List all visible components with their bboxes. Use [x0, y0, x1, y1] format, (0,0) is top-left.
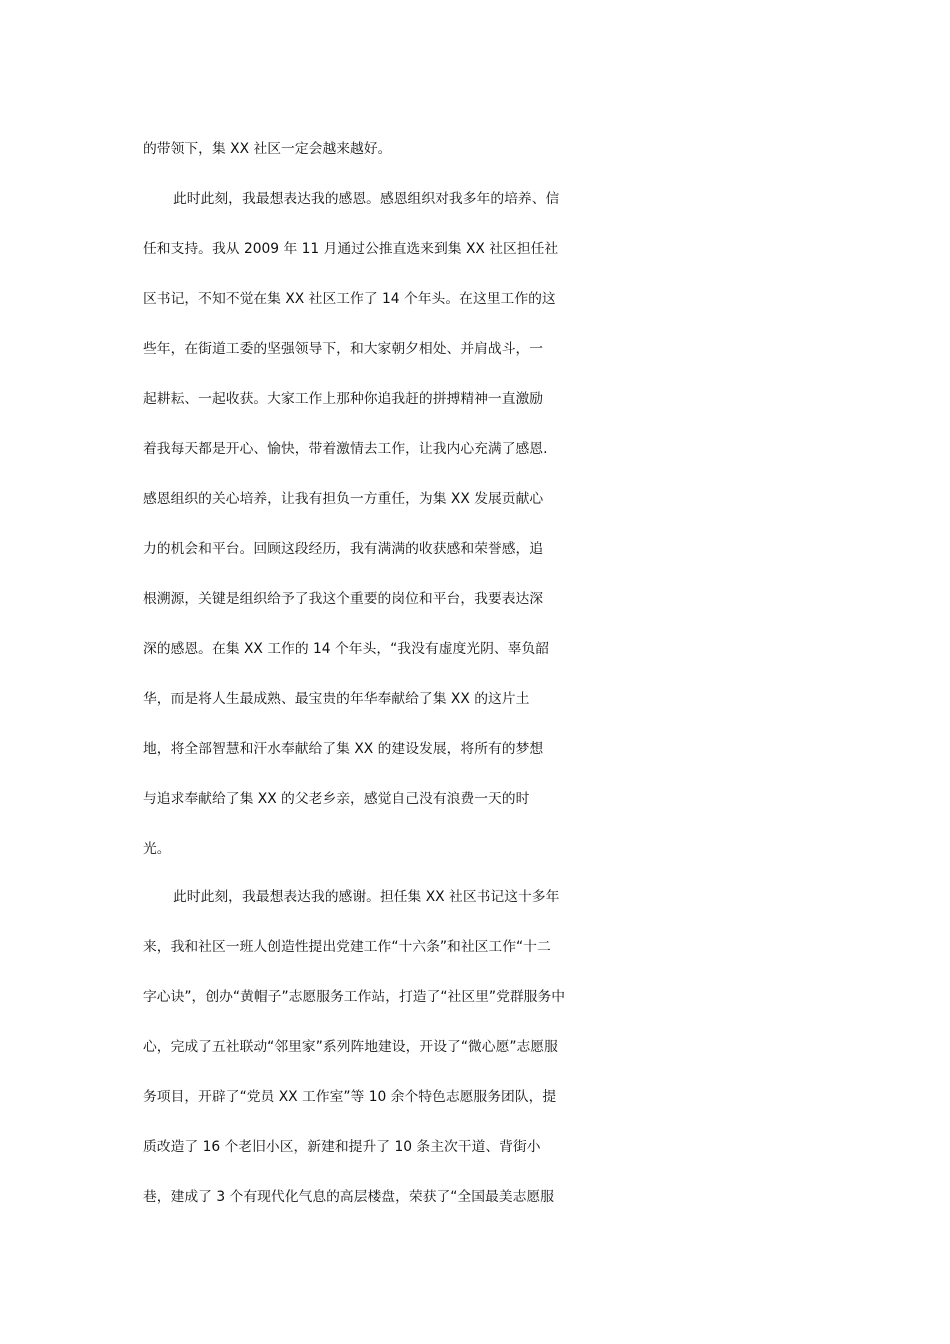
text-line: 字心诀”，创办“黄帽子”志愿服务工作站，打造了“社区里”党群服务中 — [143, 989, 566, 1005]
text-line: 深的感恩。在集 XX 工作的 14 个年头，“我没有虚度光阴、辜负韶 — [143, 641, 550, 657]
text-line: 着我每天都是开心、愉快，带着激情去工作，让我内心充满了感恩. — [143, 441, 548, 457]
text-line: 华，而是将人生最成熟、最宝贵的年华奉献给了集 XX 的这片土 — [143, 691, 530, 707]
text-line: 区书记，不知不觉在集 XX 社区工作了 14 个年头。在这里工作的这 — [143, 291, 556, 307]
text-line: 些年，在街道工委的坚强领导下，和大家朝夕相处、并肩战斗，一 — [143, 341, 544, 357]
text-line: 起耕耘、一起收获。大家工作上那种你追我赶的拼搏精神一直激励 — [143, 391, 544, 407]
text-line: 任和支持。我从 2009 年 11 月通过公推直选来到集 XX 社区担任社 — [143, 241, 559, 257]
text-line: 心，完成了五社联动“邻里家”系列阵地建设，开设了“微心愿”志愿服 — [143, 1039, 558, 1055]
text-line: 地，将全部智慧和汗水奉献给了集 XX 的建设发展，将所有的梦想 — [143, 741, 544, 757]
paragraph-first-line: 此时此刻，我最想表达我的感恩。感恩组织对我多年的培养、信 — [173, 191, 560, 207]
text-line: 来，我和社区一班人创造性提出党建工作“十六条”和社区工作“十二 — [143, 939, 551, 955]
text-line: 力的机会和平台。回顾这段经历，我有满满的收获感和荣誉感，追 — [143, 541, 544, 557]
text-line: 与追求奉献给了集 XX 的父老乡亲，感觉自己没有浪费一天的时 — [143, 791, 530, 807]
text-line: 根溯源，关键是组织给予了我这个重要的岗位和平台，我要表达深 — [143, 591, 544, 607]
text-line: 感恩组织的关心培养，让我有担负一方重任，为集 XX 发展贡献心 — [143, 491, 544, 507]
text-line: 光。 — [143, 841, 171, 857]
text-line: 质改造了 16 个老旧小区，新建和提升了 10 条主次干道、背街小 — [143, 1139, 541, 1155]
text-line: 务项目，开辟了“党员 XX 工作室”等 10 余个特色志愿服务团队，提 — [143, 1089, 557, 1105]
paragraph-first-line: 此时此刻，我最想表达我的感谢。担任集 XX 社区书记这十多年 — [173, 889, 560, 905]
text-line: 巷，建成了 3 个有现代化气息的高层楼盘，荣获了“全国最美志愿服 — [143, 1189, 555, 1205]
text-line: 的带领下，集 XX 社区一定会越来越好。 — [143, 141, 392, 157]
